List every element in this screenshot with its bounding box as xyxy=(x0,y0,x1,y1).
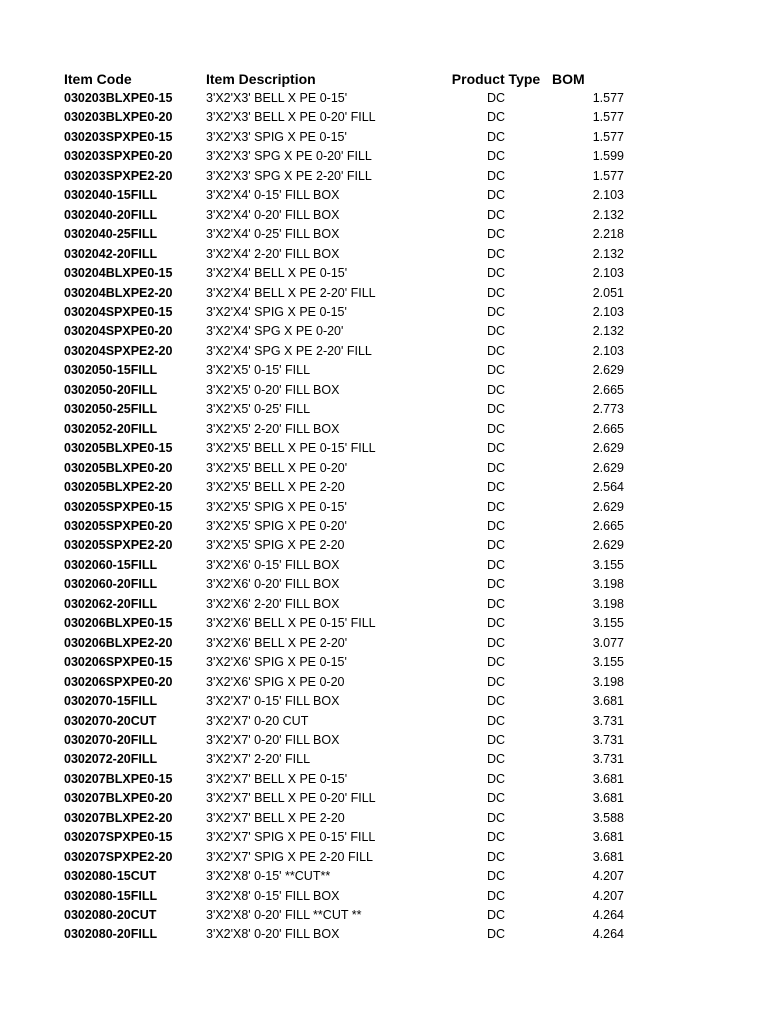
bom-cell: 1.577 xyxy=(592,129,624,144)
table-row xyxy=(64,303,624,322)
item-description-cell: 3'X2'X5' BELL X PE 0-20' xyxy=(206,460,348,475)
table-row xyxy=(64,206,624,225)
item-description-cell: 3'X2'X4' 0-15' FILL BOX xyxy=(206,188,340,203)
item-description-cell: 3'X2'X5' 0-25' FILL xyxy=(206,402,311,417)
bom-cell: 2.665 xyxy=(592,382,624,397)
table-row xyxy=(64,906,624,925)
item-code-cell: 030203BLXPE0-20 xyxy=(64,110,173,125)
item-code-cell: 030206BLXPE0-15 xyxy=(64,616,173,631)
table-row xyxy=(64,653,624,672)
bom-cell: 2.665 xyxy=(592,518,624,533)
item-code-cell: 0302070-15FILL xyxy=(64,694,158,709)
table-row xyxy=(64,614,624,633)
product-type-cell: DC xyxy=(486,324,506,339)
item-description-cell: 3'X2'X6' SPIG X PE 0-15' xyxy=(206,655,347,670)
item-code-cell: 030207BLXPE0-20 xyxy=(64,791,173,806)
bom-cell: 3.155 xyxy=(592,557,624,572)
bom-cell: 3.588 xyxy=(592,810,624,825)
table-row xyxy=(64,167,624,186)
product-type-cell: DC xyxy=(486,168,506,183)
item-code-cell: 030204SPXPE2-20 xyxy=(64,343,173,358)
item-code-cell: 030207SPXPE0-15 xyxy=(64,830,173,845)
table-row xyxy=(64,147,624,166)
bom-cell: 1.599 xyxy=(592,149,624,164)
table-row xyxy=(64,284,624,303)
product-type-cell: DC xyxy=(486,382,506,397)
bom-cell: 2.103 xyxy=(592,304,624,319)
table-row xyxy=(64,770,624,789)
product-type-cell: DC xyxy=(486,266,506,281)
item-code-cell: 0302060-15FILL xyxy=(64,557,158,572)
table-row xyxy=(64,381,624,400)
product-type-cell: DC xyxy=(486,888,506,903)
table-row xyxy=(64,517,624,536)
product-type-cell: DC xyxy=(486,830,506,845)
product-type-cell: DC xyxy=(486,421,506,436)
item-description-cell: 3'X2'X6' BELL X PE 2-20' xyxy=(206,635,348,650)
product-type-cell: DC xyxy=(486,227,506,242)
item-description-cell: 3'X2'X5' BELL X PE 2-20 xyxy=(206,480,345,495)
item-description-cell: 3'X2'X4' BELL X PE 2-20' FILL xyxy=(206,285,376,300)
table-row xyxy=(64,595,624,614)
table-row xyxy=(64,634,624,653)
item-description-cell: 3'X2'X5' 0-15' FILL xyxy=(206,363,311,378)
item-description-cell: 3'X2'X5' SPIG X PE 0-20' xyxy=(206,518,347,533)
product-type-cell: DC xyxy=(486,246,506,261)
item-code-cell: 0302070-20FILL xyxy=(64,732,158,747)
header-bom: BOM xyxy=(552,71,585,87)
bom-cell: 1.577 xyxy=(592,168,624,183)
item-description-cell: 3'X2'X3' SPG X PE 0-20' FILL xyxy=(206,149,372,164)
item-description-cell: 3'X2'X7' BELL X PE 0-15' xyxy=(206,771,348,786)
table-row xyxy=(64,108,624,127)
bom-cell: 3.681 xyxy=(592,849,624,864)
item-code-cell: 0302042-20FILL xyxy=(64,246,158,261)
bom-cell: 2.629 xyxy=(592,538,624,553)
item-code-cell: 030205SPXPE2-20 xyxy=(64,538,173,553)
header-item-description: Item Description xyxy=(206,71,316,87)
table-row xyxy=(64,420,624,439)
bom-cell: 3.198 xyxy=(592,674,624,689)
item-code-cell: 030205SPXPE0-15 xyxy=(64,499,173,514)
item-code-cell: 030203SPXPE0-15 xyxy=(64,129,173,144)
item-description-cell: 3'X2'X7' BELL X PE 0-20' FILL xyxy=(206,791,376,806)
bom-cell: 2.773 xyxy=(592,402,624,417)
product-type-cell: DC xyxy=(486,674,506,689)
table-row xyxy=(64,361,624,380)
product-type-cell: DC xyxy=(486,752,506,767)
bom-cell: 4.207 xyxy=(592,888,624,903)
table-row xyxy=(64,712,624,731)
item-code-cell: 0302062-20FILL xyxy=(64,596,158,611)
bom-cell: 3.155 xyxy=(592,616,624,631)
table-row xyxy=(64,828,624,847)
product-type-cell: DC xyxy=(486,538,506,553)
item-description-cell: 3'X2'X4' 0-20' FILL BOX xyxy=(206,207,340,222)
item-code-cell: 0302050-20FILL xyxy=(64,382,158,397)
bom-cell: 2.564 xyxy=(592,480,624,495)
table-row xyxy=(64,439,624,458)
item-code-cell: 030203SPXPE2-20 xyxy=(64,168,173,183)
bom-cell: 2.132 xyxy=(592,246,624,261)
product-type-cell: DC xyxy=(486,518,506,533)
product-type-cell: DC xyxy=(486,343,506,358)
product-type-cell: DC xyxy=(486,791,506,806)
bom-cell: 2.629 xyxy=(592,363,624,378)
table-row xyxy=(64,887,624,906)
bom-cell: 3.681 xyxy=(592,694,624,709)
product-type-cell: DC xyxy=(486,285,506,300)
bom-cell: 2.103 xyxy=(592,266,624,281)
product-type-cell: DC xyxy=(486,304,506,319)
item-description-cell: 3'X2'X7' SPIG X PE 0-15' FILL xyxy=(206,830,376,845)
item-code-cell: 030206SPXPE0-15 xyxy=(64,655,173,670)
bom-cell: 3.077 xyxy=(592,635,624,650)
bom-cell: 2.132 xyxy=(592,324,624,339)
product-type-cell: DC xyxy=(486,363,506,378)
item-description-cell: 3'X2'X8' 0-15' **CUT** xyxy=(206,869,331,884)
table-row xyxy=(64,478,624,497)
item-description-cell: 3'X2'X5' 0-20' FILL BOX xyxy=(206,382,340,397)
item-description-cell: 3'X2'X3' SPG X PE 2-20' FILL xyxy=(206,168,372,183)
item-code-cell: 0302080-20FILL xyxy=(64,927,158,942)
item-description-cell: 3'X2'X4' SPIG X PE 0-15' xyxy=(206,304,347,319)
bom-cell: 3.731 xyxy=(592,713,624,728)
product-type-cell: DC xyxy=(486,616,506,631)
bom-cell: 2.665 xyxy=(592,421,624,436)
item-description-cell: 3'X2'X3' SPIG X PE 0-15' xyxy=(206,129,347,144)
item-description-cell: 3'X2'X8' 0-15' FILL BOX xyxy=(206,888,340,903)
item-description-cell: 3'X2'X3' BELL X PE 0-15' xyxy=(206,91,348,105)
item-code-cell: 030204SPXPE0-15 xyxy=(64,304,173,319)
table-row xyxy=(64,750,624,769)
product-type-cell: DC xyxy=(486,149,506,164)
item-code-cell: 030205BLXPE2-20 xyxy=(64,480,173,495)
item-code-cell: 030204BLXPE2-20 xyxy=(64,285,173,300)
item-code-cell: 030206BLXPE2-20 xyxy=(64,635,173,650)
item-code-cell: 030207BLXPE0-15 xyxy=(64,771,173,786)
item-description-cell: 3'X2'X6' 2-20' FILL BOX xyxy=(206,596,340,611)
item-code-cell: 030206SPXPE0-20 xyxy=(64,674,173,689)
bom-cell: 3.198 xyxy=(592,596,624,611)
item-code-cell: 030204BLXPE0-15 xyxy=(64,266,173,281)
table-row xyxy=(64,459,624,478)
product-type-cell: DC xyxy=(486,771,506,786)
item-code-cell: 0302050-25FILL xyxy=(64,402,158,417)
item-code-cell: 0302040-15FILL xyxy=(64,188,158,203)
item-description-cell: 3'X2'X4' 2-20' FILL BOX xyxy=(206,246,340,261)
bom-cell: 2.629 xyxy=(592,460,624,475)
item-code-cell: 0302060-20FILL xyxy=(64,577,158,592)
table-row xyxy=(64,809,624,828)
product-type-cell: DC xyxy=(486,499,506,514)
bom-cell: 3.731 xyxy=(592,752,624,767)
table-row xyxy=(64,264,624,283)
product-type-cell: DC xyxy=(486,188,506,203)
table-row xyxy=(64,673,624,692)
bom-cell: 3.198 xyxy=(592,577,624,592)
item-code-cell: 0302052-20FILL xyxy=(64,421,158,436)
product-type-cell: DC xyxy=(486,908,506,923)
item-description-cell: 3'X2'X8' 0-20' FILL BOX xyxy=(206,927,340,942)
product-type-cell: DC xyxy=(486,694,506,709)
bom-cell: 2.132 xyxy=(592,207,624,222)
table-row xyxy=(64,89,624,108)
product-type-cell: DC xyxy=(486,207,506,222)
table-row xyxy=(64,245,624,264)
table-row xyxy=(64,536,624,555)
item-description-cell: 3'X2'X5' SPIG X PE 0-15' xyxy=(206,499,347,514)
table-row xyxy=(64,731,624,750)
table-row xyxy=(64,556,624,575)
item-description-cell: 3'X2'X7' 0-20 CUT xyxy=(206,713,309,728)
item-description-cell: 3'X2'X3' BELL X PE 0-20' FILL xyxy=(206,110,376,125)
item-code-cell: 030205BLXPE0-20 xyxy=(64,460,173,475)
item-description-cell: 3'X2'X4' 0-25' FILL BOX xyxy=(206,227,340,242)
bom-cell: 4.264 xyxy=(592,927,624,942)
item-code-cell: 0302080-15FILL xyxy=(64,888,158,903)
item-bom-table xyxy=(64,70,624,945)
table-body xyxy=(64,89,624,945)
bom-cell: 4.264 xyxy=(592,908,624,923)
item-description-cell: 3'X2'X4' SPG X PE 0-20' xyxy=(206,324,344,339)
bom-cell: 3.731 xyxy=(592,732,624,747)
bom-cell: 1.577 xyxy=(592,110,624,125)
bom-cell: 2.629 xyxy=(592,499,624,514)
product-type-cell: DC xyxy=(486,810,506,825)
bom-cell: 3.681 xyxy=(592,791,624,806)
table-row xyxy=(64,128,624,147)
bom-cell: 2.218 xyxy=(592,227,624,242)
product-type-cell: DC xyxy=(486,480,506,495)
item-description-cell: 3'X2'X7' BELL X PE 2-20 xyxy=(206,810,345,825)
item-code-cell: 0302070-20CUT xyxy=(64,713,157,728)
table-row xyxy=(64,867,624,886)
bom-cell: 3.155 xyxy=(592,655,624,670)
item-code-cell: 030203SPXPE0-20 xyxy=(64,149,173,164)
table-row xyxy=(64,225,624,244)
bom-cell: 1.577 xyxy=(592,91,624,105)
product-type-cell: DC xyxy=(486,635,506,650)
header-product-type: Product Type xyxy=(451,71,541,87)
item-description-cell: 3'X2'X6' BELL X PE 0-15' FILL xyxy=(206,616,376,631)
item-description-cell: 3'X2'X7' 0-20' FILL BOX xyxy=(206,732,340,747)
item-code-cell: 030205BLXPE0-15 xyxy=(64,441,173,456)
item-code-cell: 030207SPXPE2-20 xyxy=(64,849,173,864)
header-item-code: Item Code xyxy=(64,71,132,87)
item-description-cell: 3'X2'X6' 0-15' FILL BOX xyxy=(206,557,340,572)
product-type-cell: DC xyxy=(486,441,506,456)
table-row xyxy=(64,342,624,361)
product-type-cell: DC xyxy=(486,869,506,884)
item-description-cell: 3'X2'X4' SPG X PE 2-20' FILL xyxy=(206,343,372,358)
table-row xyxy=(64,186,624,205)
product-type-cell: DC xyxy=(486,713,506,728)
header-row xyxy=(64,70,624,89)
table-row xyxy=(64,400,624,419)
item-code-cell: 0302050-15FILL xyxy=(64,363,158,378)
table-row xyxy=(64,575,624,594)
bom-cell: 4.207 xyxy=(592,869,624,884)
item-code-cell: 0302040-25FILL xyxy=(64,227,158,242)
bom-cell: 3.681 xyxy=(592,830,624,845)
item-code-cell: 0302040-20FILL xyxy=(64,207,158,222)
product-type-cell: DC xyxy=(486,402,506,417)
product-type-cell: DC xyxy=(486,460,506,475)
item-description-cell: 3'X2'X6' 0-20' FILL BOX xyxy=(206,577,340,592)
item-description-cell: 3'X2'X7' 0-15' FILL BOX xyxy=(206,694,340,709)
item-description-cell: 3'X2'X8' 0-20' FILL **CUT ** xyxy=(206,908,362,923)
table-row xyxy=(64,692,624,711)
product-type-cell: DC xyxy=(486,557,506,572)
item-code-cell: 030204SPXPE0-20 xyxy=(64,324,173,339)
item-code-cell: 0302080-20CUT xyxy=(64,908,157,923)
item-code-cell: 030205SPXPE0-20 xyxy=(64,518,173,533)
bom-cell: 2.103 xyxy=(592,343,624,358)
product-type-cell: DC xyxy=(486,91,506,105)
item-description-cell: 3'X2'X7' SPIG X PE 2-20 FILL xyxy=(206,849,373,864)
table-row xyxy=(64,498,624,517)
item-code-cell: 030203BLXPE0-15 xyxy=(64,91,173,105)
item-description-cell: 3'X2'X4' BELL X PE 0-15' xyxy=(206,266,348,281)
product-type-cell: DC xyxy=(486,577,506,592)
bom-cell: 3.681 xyxy=(592,771,624,786)
table-row xyxy=(64,848,624,867)
table-header xyxy=(64,70,624,89)
product-type-cell: DC xyxy=(486,129,506,144)
item-code-cell: 0302080-15CUT xyxy=(64,869,157,884)
item-description-cell: 3'X2'X5' 2-20' FILL BOX xyxy=(206,421,340,436)
item-code-cell: 030207BLXPE2-20 xyxy=(64,810,173,825)
bom-cell: 2.051 xyxy=(592,285,624,300)
bom-cell: 2.629 xyxy=(592,441,624,456)
table-row xyxy=(64,925,624,944)
product-type-cell: DC xyxy=(486,655,506,670)
item-description-cell: 3'X2'X7' 2-20' FILL xyxy=(206,752,311,767)
item-code-cell: 0302072-20FILL xyxy=(64,752,158,767)
product-type-cell: DC xyxy=(486,927,506,942)
item-description-cell: 3'X2'X5' BELL X PE 0-15' FILL xyxy=(206,441,376,456)
product-type-cell: DC xyxy=(486,596,506,611)
product-type-cell: DC xyxy=(486,732,506,747)
bom-cell: 2.103 xyxy=(592,188,624,203)
product-type-cell: DC xyxy=(486,110,506,125)
item-description-cell: 3'X2'X6' SPIG X PE 0-20 xyxy=(206,674,345,689)
table-row xyxy=(64,322,624,341)
item-description-cell: 3'X2'X5' SPIG X PE 2-20 xyxy=(206,538,345,553)
table-row xyxy=(64,789,624,808)
product-type-cell: DC xyxy=(486,849,506,864)
